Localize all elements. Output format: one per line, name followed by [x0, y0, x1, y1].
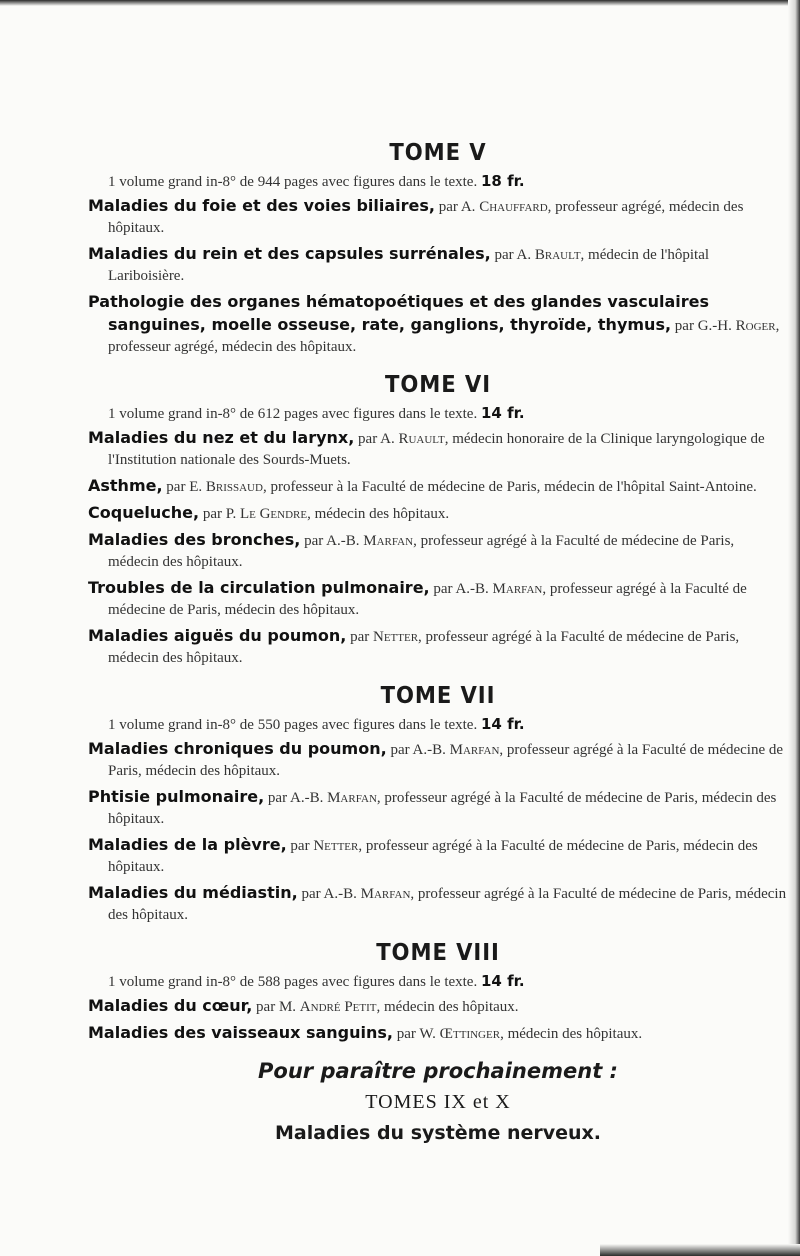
tome-title: TOME V: [389, 140, 487, 166]
list-item: Maladies chroniques du poumon, par A.-B. Marfan, professeur agrégé à la Faculté de médecine de Paris, médecin des hôpitaux.: [88, 739, 784, 779]
list-item: Maladies du cœur, par M. André Petit, médecin des hôpitaux.: [88, 996, 519, 1015]
tome-7-section: [88, 683, 788, 926]
price: 14 fr.: [480, 715, 525, 733]
volume-description: 1 volume grand in-8° de 550 pages avec figures dans le texte. 14 fr.: [108, 715, 525, 733]
entry-title: Asthme,: [88, 476, 163, 495]
author-name: André Petit: [299, 999, 377, 1015]
volume-description: 1 volume grand in-8° de 612 pages avec figures dans le texte. 14 fr.: [108, 404, 525, 422]
tome-title: TOME VII: [380, 683, 496, 709]
entry-title: Maladies du foie et des voies biliaires,: [88, 196, 436, 215]
list-item: Maladies des vaisseaux sanguins, par W. Œttinger, médecin des hôpitaux.: [88, 1023, 643, 1042]
entry-title: Phtisie pulmonaire,: [88, 787, 265, 806]
forthcoming-subject: Maladies du système nerveux.: [274, 1122, 602, 1144]
tome-8-section: [88, 940, 788, 1045]
author-name: Œttinger: [439, 1026, 501, 1042]
list-item: Maladies de la plèvre, par Netter, professeur agrégé à la Faculté de médecine de Paris, médecin des hôpitaux.: [88, 835, 758, 875]
entry-title: Maladies des vaisseaux sanguins,: [88, 1023, 393, 1042]
entry-title: Maladies des bronches,: [88, 530, 301, 549]
price: 18 fr.: [480, 172, 525, 190]
tome-6-section: [88, 372, 788, 669]
author-name: Brissaud: [205, 479, 263, 495]
list-item: Maladies du nez et du larynx, par A. Ruault, médecin honoraire de la Clinique laryngologique de l'Institution nationale des Sourds-Muets.: [88, 428, 765, 468]
entry-title: Maladies du rein et des capsules surrénales,: [88, 244, 491, 263]
list-item: Maladies des bronches, par A.-B. Marfan, professeur agrégé à la Faculté de médecine de Paris, médecin des hôpitaux.: [88, 530, 735, 570]
author-name: Roger: [735, 318, 776, 334]
price: 14 fr.: [480, 404, 525, 422]
forthcoming-section: [88, 1059, 788, 1144]
tome-title: TOME VIII: [376, 940, 500, 966]
page-top-edge: [0, 0, 800, 6]
price: 14 fr.: [480, 972, 525, 990]
author-name: Marfan: [449, 742, 500, 758]
list-item: Maladies du rein et des capsules surrénales, par A. Brault, médecin de l'hôpital Lariboisière.: [88, 244, 710, 284]
entry-title: Maladies de la plèvre,: [88, 835, 287, 854]
volume-description: 1 volume grand in-8° de 588 pages avec figures dans le texte. 14 fr.: [108, 972, 525, 990]
list-item: Troubles de la circulation pulmonaire, par A.-B. Marfan, professeur agrégé à la Faculté de médecine de Paris, médecin des hôpitaux.: [88, 578, 747, 618]
author-name: Marfan: [363, 533, 414, 549]
author-name: Marfan: [327, 790, 377, 806]
author-name: Chauffard: [479, 199, 548, 215]
author-name: Ruault: [398, 431, 445, 447]
list-item: Asthme, par E. Brissaud, professeur à la Faculté de médecine de Paris, médecin de l'hôpital Saint-Antoine.: [88, 476, 757, 495]
forthcoming-tomes: TOMES IX et X: [365, 1091, 511, 1113]
entry-title: Maladies du nez et du larynx,: [88, 428, 355, 447]
list-item: Maladies du médiastin, par A.-B. Marfan, professeur agrégé à la Faculté de médecine de Paris, médecin des hôpitaux.: [88, 883, 787, 923]
author-name: Netter: [313, 838, 359, 854]
list-item: Phtisie pulmonaire, par A.-B. Marfan, professeur agrégé à la Faculté de médecine de Paris, médecin des hôpitaux.: [88, 787, 777, 827]
volume-description: 1 volume grand in-8° de 944 pages avec figures dans le texte. 18 fr.: [108, 172, 525, 190]
entry-title: Maladies aiguës du poumon,: [88, 626, 347, 645]
entry-title: Troubles de la circulation pulmonaire,: [88, 578, 430, 597]
entry-title: Maladies du médiastin,: [88, 883, 298, 902]
list-item: Coqueluche, par P. Le Gendre, médecin des hôpitaux.: [88, 503, 450, 522]
author-name: Marfan: [492, 581, 543, 597]
list-item: Pathologie des organes hématopoétiques et des glandes vasculaires sanguines, moelle osseuse, rate, ganglions, thyroïde, thymus, par G.-H. Roger, professeur agrégé, médecin des hôpitaux.: [88, 292, 780, 355]
list-item: Maladies aiguës du poumon, par Netter, professeur agrégé à la Faculté de médecine de Paris, médecin des hôpitaux.: [88, 626, 740, 666]
page-right-edge: [788, 0, 800, 1256]
entry-title: Coqueluche,: [88, 503, 200, 522]
list-item: Maladies du foie et des voies biliaires, par A. Chauffard, professeur agrégé, médecin des hôpitaux.: [88, 196, 744, 236]
author-name: Brault: [534, 247, 581, 263]
author-name: Marfan: [360, 886, 411, 902]
author-name: Le Gendre: [239, 506, 308, 522]
tome-5-section: [88, 140, 788, 358]
author-name: Netter: [373, 629, 419, 645]
tome-title: TOME VI: [384, 372, 492, 398]
entry-title: Pathologie des organes hématopoétiques et des glandes vasculaires sanguines, moelle osseuse, rate, ganglions, thyroïde, thymus,: [88, 292, 710, 334]
forthcoming-heading: Pour paraître prochainement :: [258, 1059, 618, 1083]
entry-title: Maladies chroniques du poumon,: [88, 739, 387, 758]
catalog-page: [88, 140, 788, 1144]
entry-title: Maladies du cœur,: [88, 996, 253, 1015]
page-bottom-edge: [600, 1244, 800, 1256]
